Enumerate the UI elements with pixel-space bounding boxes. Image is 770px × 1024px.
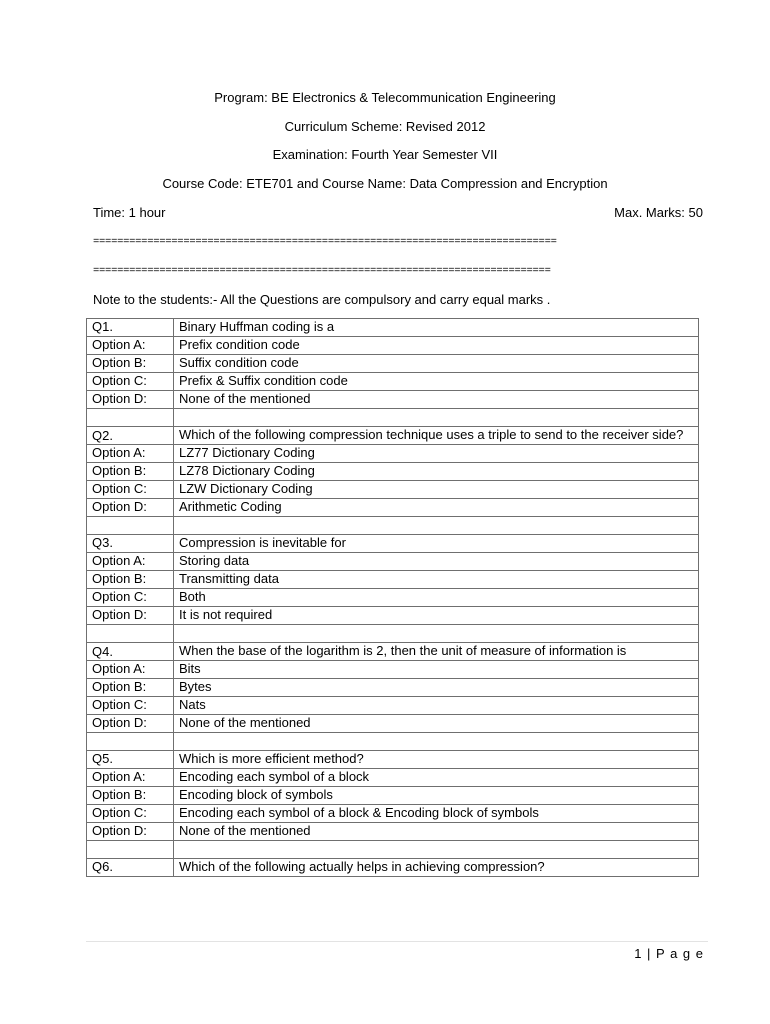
- blank-cell: [87, 841, 174, 859]
- row-text: None of the mentioned: [174, 391, 699, 409]
- row-label: Option D:: [87, 391, 174, 409]
- row-text: Encoding each symbol of a block: [174, 769, 699, 787]
- row-label: Q2.: [87, 427, 174, 445]
- questions-table: [86, 318, 699, 877]
- option-row: [87, 805, 699, 823]
- question-row: [87, 319, 699, 337]
- option-row: [87, 661, 699, 679]
- spacer-row: [87, 409, 699, 427]
- blank-cell: [87, 733, 174, 751]
- option-row: [87, 697, 699, 715]
- row-text: LZ77 Dictionary Coding: [174, 445, 699, 463]
- option-row: [87, 715, 699, 733]
- row-label: Option B:: [87, 355, 174, 373]
- row-text: Encoding block of symbols: [174, 787, 699, 805]
- row-label: Option C:: [87, 373, 174, 391]
- row-label: Option B:: [87, 463, 174, 481]
- option-row: [87, 787, 699, 805]
- row-text: None of the mentioned: [174, 823, 699, 841]
- row-text: Encoding each symbol of a block & Encoding block of symbols: [174, 805, 699, 823]
- row-text: Which of the following compression technique uses a triple to send to the receiver side?: [174, 427, 699, 445]
- question-row: [87, 427, 699, 445]
- row-text: Nats: [174, 697, 699, 715]
- row-label: Option B:: [87, 571, 174, 589]
- row-text: Bits: [174, 661, 699, 679]
- row-text: Prefix & Suffix condition code: [174, 373, 699, 391]
- blank-cell: [87, 409, 174, 427]
- option-row: [87, 445, 699, 463]
- row-text: LZW Dictionary Coding: [174, 481, 699, 499]
- option-row: [87, 607, 699, 625]
- row-text: Arithmetic Coding: [174, 499, 699, 517]
- option-row: [87, 679, 699, 697]
- row-label: Option A:: [87, 553, 174, 571]
- row-text: When the base of the logarithm is 2, then the unit of measure of information is: [174, 643, 699, 661]
- spacer-row: [87, 517, 699, 535]
- row-text: LZ78 Dictionary Coding: [174, 463, 699, 481]
- spacer-row: [87, 625, 699, 643]
- row-text: Suffix condition code: [174, 355, 699, 373]
- row-text: None of the mentioned: [174, 715, 699, 733]
- question-row: [87, 535, 699, 553]
- row-label: Option C:: [87, 697, 174, 715]
- row-text: Bytes: [174, 679, 699, 697]
- row-label: Option D:: [87, 499, 174, 517]
- row-text: Storing data: [174, 553, 699, 571]
- page-number: 1 | P a g e: [634, 946, 704, 961]
- separator-2: ============================================================================: [93, 265, 551, 277]
- blank-cell: [87, 625, 174, 643]
- spacer-row: [87, 841, 699, 859]
- option-row: [87, 373, 699, 391]
- row-label: Option D:: [87, 607, 174, 625]
- blank-cell: [174, 733, 699, 751]
- row-label: Q3.: [87, 535, 174, 553]
- option-row: [87, 337, 699, 355]
- max-marks-text: Max. Marks: 50: [614, 205, 703, 220]
- row-text: Which of the following actually helps in achieving compression?: [174, 859, 699, 877]
- option-row: [87, 355, 699, 373]
- row-label: Q6.: [87, 859, 174, 877]
- exam-line: Examination: Fourth Year Semester VII: [272, 147, 498, 162]
- row-label: Option C:: [87, 589, 174, 607]
- row-label: Option A:: [87, 337, 174, 355]
- separator-1: =============================================================================: [93, 236, 557, 248]
- student-note: Note to the students:- All the Questions are compulsory and carry equal marks .: [93, 292, 551, 307]
- row-label: Q1.: [87, 319, 174, 337]
- row-text: Binary Huffman coding is a: [174, 319, 699, 337]
- row-text: Which is more efficient method?: [174, 751, 699, 769]
- row-label: Option C:: [87, 805, 174, 823]
- row-text: Prefix condition code: [174, 337, 699, 355]
- question-row: [87, 859, 699, 877]
- blank-cell: [174, 841, 699, 859]
- question-row: [87, 643, 699, 661]
- scheme-line: Curriculum Scheme: Revised 2012: [284, 119, 486, 134]
- option-row: [87, 571, 699, 589]
- time-text: Time: 1 hour: [93, 205, 166, 220]
- blank-cell: [174, 517, 699, 535]
- option-row: [87, 769, 699, 787]
- option-row: [87, 499, 699, 517]
- row-label: Q4.: [87, 643, 174, 661]
- row-label: Option A:: [87, 661, 174, 679]
- row-label: Option D:: [87, 715, 174, 733]
- option-row: [87, 463, 699, 481]
- row-label: Option B:: [87, 679, 174, 697]
- spacer-row: [87, 733, 699, 751]
- row-label: Q5.: [87, 751, 174, 769]
- blank-cell: [174, 625, 699, 643]
- row-text: It is not required: [174, 607, 699, 625]
- row-label: Option B:: [87, 787, 174, 805]
- blank-cell: [174, 409, 699, 427]
- row-label: Option C:: [87, 481, 174, 499]
- row-label: Option A:: [87, 445, 174, 463]
- row-text: Compression is inevitable for: [174, 535, 699, 553]
- blank-cell: [87, 517, 174, 535]
- option-row: [87, 823, 699, 841]
- option-row: [87, 391, 699, 409]
- row-text: Both: [174, 589, 699, 607]
- row-text: Transmitting data: [174, 571, 699, 589]
- footer-divider: [86, 941, 708, 942]
- option-row: [87, 553, 699, 571]
- option-row: [87, 481, 699, 499]
- course-line: Course Code: ETE701 and Course Name: Data Compression and Encryption: [162, 176, 608, 191]
- row-label: Option D:: [87, 823, 174, 841]
- row-label: Option A:: [87, 769, 174, 787]
- program-line: Program: BE Electronics & Telecommunication Engineering: [214, 90, 556, 105]
- option-row: [87, 589, 699, 607]
- question-row: [87, 751, 699, 769]
